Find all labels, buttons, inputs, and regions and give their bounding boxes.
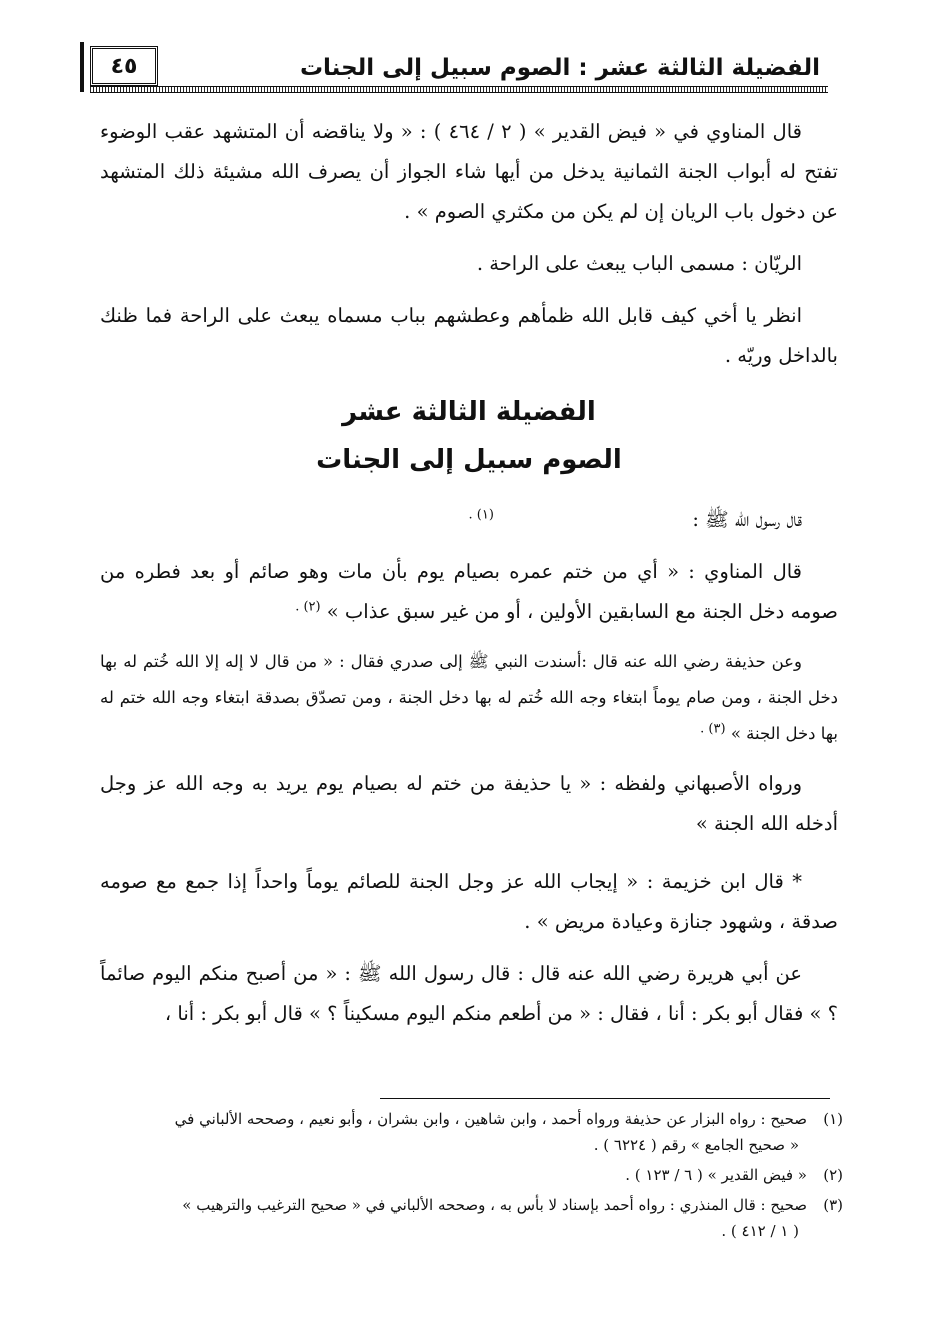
- footnote-number: (١): [823, 1110, 843, 1128]
- footnote-marker-3: (٣) .: [700, 721, 726, 737]
- footnotes: [95, 1106, 843, 1248]
- footnote-text: صحيح : رواه البزار عن حذيفة ورواه أحمد ، وابن شاهين ، وابن بشران ، وأبو نعيم ، وصححه الألباني في: [174, 1110, 807, 1128]
- hadith-intro-text: قال رسول الله ﷺ :: [692, 508, 802, 531]
- footnote-3: [95, 1192, 843, 1244]
- section-heading-subtitle: الصوم سبيل إلى الجنات: [316, 445, 622, 475]
- munawi-explanation-text: قال المناوي : « أي من ختم عمره بصيام يوم بأن مات وهو صائم أو بعد فطره من صومه دخل الجنة مع السابقين الأولين ، أو من غير سبق عذاب »: [100, 560, 838, 623]
- paragraph-ibn-khuzayma: * قال ابن خزيمة : « إيجاب الله عز وجل الجنة للصائم يوماً واحداً إذا جمع مع صومه صدقة ، وشهود جنازة وعيادة مريض » .: [100, 870, 838, 933]
- paragraph-abu-hurayra: عن أبي هريرة رضي الله عنه قال : قال رسول الله ﷺ : « من أصبح منكم اليوم صائماً ؟ » فقال أبو بكر : أنا ، فقال : « من أطعم منكم اليوم مسكيناً ؟ » قال أبو بكر : أنا ،: [100, 962, 838, 1025]
- footnote-number: (٢): [823, 1166, 843, 1184]
- paragraph-rayyan-definition: الريّان : مسمى الباب يبعث على الراحة .: [476, 252, 802, 275]
- page-number: ٤٥: [90, 46, 158, 86]
- hudhayfa-hadith-text: وعن حذيفة رضي الله عنه قال :أسندت النبي ﷺ إلى صدري فقال : « من قال لا إله إلا الله خُتم له بها دخل الجنة ، ومن صام يوماً ابتغاء وجه الله خُتم له بها دخل الجنة ، ومن تصدّق بصدقة ابتغاء وجه الله ختم له بها دخل الجنة »: [100, 652, 838, 743]
- page-body: [100, 112, 838, 1046]
- footnote-1: [95, 1106, 843, 1158]
- running-title: الفضيلة الثالثة عشر : الصوم سبيل إلى الجنات: [299, 55, 820, 81]
- page-header: [80, 42, 828, 90]
- asbahani-text: ورواه الأصبهاني ولفظه : « يا حذيفة من ختم له بصيام يوم يريد به وجه الله عز وجل أدخله الله الجنة »: [100, 772, 838, 835]
- footnote-text: صحيح : قال المنذري : رواه أحمد بإسناد لا بأس به ، وصححه الألباني في « صحيح الترغيب والترهيب »: [182, 1196, 807, 1214]
- section-heading-title: الفضيلة الثالثة عشر: [342, 397, 596, 427]
- footnote-continuation: ( ١ / ٤١٢ ) .: [721, 1222, 799, 1240]
- paragraph-hadith-intro: [100, 500, 838, 540]
- header-bar: [80, 42, 84, 92]
- footnote-marker-1: (١) .: [468, 507, 494, 523]
- paragraph-munawi-explanation: [100, 552, 838, 632]
- footnote-number: (٣): [823, 1196, 843, 1214]
- footnote-marker-2: (٢) .: [295, 599, 321, 615]
- footnote-continuation: « صحيح الجامع » رقم ( ٦٢٢٤ ) .: [593, 1136, 799, 1154]
- footnote-separator: [380, 1098, 830, 1099]
- paragraph-munawi-quote: قال المناوي في « فيض القدير » ( ٢ / ٤٦٤ ) : « ولا يناقضه أن المتشهد عقب الوضوء تفتح له أبواب الجنة الثمانية يدخل من أيها شاء الجواز أن يصرف الله مشيئة ذلك المتشهد عن دخول باب الريان إن لم يكن من مكثري الصوم » .: [100, 120, 838, 223]
- footnote-2: [95, 1162, 843, 1188]
- footnote-text: « فيض القدير » ( ٦ / ١٢٣ ) .: [625, 1166, 807, 1184]
- paragraph-asbahani: [100, 764, 838, 844]
- paragraph-hudhayfa-hadith: [100, 644, 838, 752]
- paragraph-reflection: انظر يا أخي كيف قابل الله ظمأهم وعطشهم بباب مسماه يبعث على الراحة فما ظنك بالداخل وريّه .: [100, 304, 838, 367]
- header-rule: [90, 86, 828, 93]
